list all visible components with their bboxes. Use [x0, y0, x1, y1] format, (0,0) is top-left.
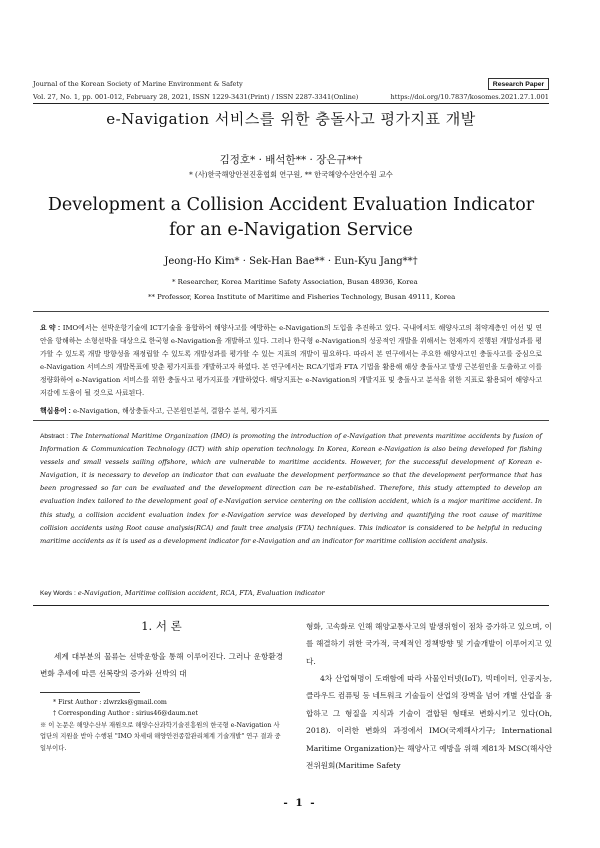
korean-title: e-Navigation 서비스를 위한 충돌사고 평가지표 개발	[106, 110, 476, 128]
header-rule	[33, 103, 549, 104]
english-title-line2: for an e-Navigation Service	[169, 220, 413, 240]
footnote-first-author: * First Author : zlwrzks@gmail.com	[53, 699, 167, 706]
abstract-divider	[33, 420, 549, 421]
english-title	[33, 193, 549, 243]
korean-affiliation: * (사)한국해양안전진흥협회 연구원, ** 한국해양수산연수원 교수	[189, 170, 393, 179]
right-paragraph-1: 형화, 고속화로 인해 해양교통사고의 발생위험이 점차 증가하고 있으며, 이를 해결하기 위한 국가적, 국제적인 정책방향 및 기술개발이 이루어지고 있다.	[306, 622, 552, 666]
footnote-corresponding-author: † Corresponding Author : sirius46@daum.net	[53, 710, 198, 718]
left-column	[40, 618, 283, 683]
doi-link[interactable]: https://doi.org/10.7837/kosomes.2021.27.1.001	[390, 93, 549, 101]
right-paragraph-2: 4차 산업혁명이 도래함에 따라 사물인터넷(IoT), 빅데이터, 인공지능, 클라우드 컴퓨팅 등 네트워크 기술들이 산업의 장벽을 넘어 개별 산업을 융합하고 그 형질을 지식과 기술이 결합된 형태로 변화시키고 있다(Oh, 2018). 이러한 변화의 과정에서 IMO(국제해사기구; International Maritime Organization)는 해양사고 예방을 위해 제81차 MSC(해사안전위원회(Maritime Safety	[306, 673, 552, 770]
korean-abstract	[40, 322, 542, 401]
english-authors: Jeong-Ho Kim* · Sek-Han Bae** · Eun-Kyu Jang**†	[164, 256, 418, 267]
korean-keywords	[40, 405, 542, 415]
korean-authors: 김정호* · 배석한** · 장은규**†	[219, 154, 363, 166]
section-heading-introduction: 1. 서 론	[141, 619, 182, 633]
journal-volume-info: Vol. 27, No. 1, pp. 001-012, February 28, 2021, ISSN 1229-3431(Print) / ISSN 2287-3341(Online)	[33, 93, 359, 101]
english-abstract	[40, 430, 542, 548]
english-keywords	[40, 589, 542, 597]
journal-name: Journal of the Korean Society of Marine Environment & Safety	[33, 80, 243, 88]
footnote-rule	[40, 692, 140, 693]
intro-paragraph: 세계 대부분의 물류는 선박운항을 통해 이루어진다. 그러나 운항환경 변화 추세에 따른 선복량의 증가와 선박의 대	[40, 652, 283, 679]
korean-keywords-label: 핵심용어 :	[40, 408, 71, 415]
english-abstract-label: Abstract :	[40, 433, 69, 440]
english-title-line1: Development a Collision Accident Evaluation Indicator	[47, 195, 535, 215]
footnote-funding: ※ 이 논문은 해양수산부 재원으로 해양수산과학기술진흥원의 한국형 e-Navigation 사업단의 지원을 받아 수행된 "IMO 차세대 해양안전종합관리체계 기술개발" 연구 결과 중 일부이다.	[40, 721, 281, 752]
research-paper-badge: Research Paper	[488, 78, 549, 90]
abstract-top-rule	[33, 311, 549, 312]
english-affiliation-2: ** Professor, Korea Institute of Maritime and Fisheries Technology, Busan 49111, Korea	[148, 293, 456, 301]
korean-abstract-label: 요 약 :	[40, 325, 61, 332]
page-number: - 1 -	[283, 797, 317, 809]
korean-abstract-text: IMO에서는 선박운항기술에 ICT기술을 융합하여 해양사고를 예방하는 e-Navigation의 도입을 추진하고 있다. 국내에서도 해양사고의 취약계층인 어선 및 연안을 항해하는 소형선박을 대상으로 한국형 e-Navigation을 개발하고 있다. 그러나 한국형 e-Navigation의 성공적인 개발을 위해서는 현재까지 진행된 개발성과를 평가할 수 있도록 개발 방향성을 재정립할 수 있도록 개발성과를 평가할 수 있는 지표의 개발이 필요하다. 따라서 본 연구에서는 주요한 해양사고인 충돌사고를 중심으로 e-Navigation 서비스의 개발목표에 맞춘 평가지표를 개발하고자 하였다. 본 연구에서는 RCA기법과 FTA 기법을 활용해 해상 충돌사고 발생 근본원인을 도출하고 이를 정량화하여 e-Navigation 서비스를 위한 충돌사고 평가지표를 개발하였다. 해당지표는 e-Navigation의 개발지표 및 충돌사고 분석을 위한 지표로 활용되어 해양사고 저감에 도움이 될 것으로 사료된다.	[40, 324, 543, 398]
english-abstract-text: The International Maritime Organization (IMO) is promoting the introduction of e-Navigation that prevents maritime accidents by fusion of Information & Communication Technology (ICT) with ship operation technology. In Korea, Korean e-Navigation is also being developed for fishing vessels and small vessels sailing offshore, which are vulnerable to maritime accidents. However, for the successful development of Korean e-Navigation, it is necessary to develop an indicator that can evaluate the development performance so that the development performance that has been progressed so far can be evaluated and the development direction can be re-established. Therefore, this study attempted to develop an evaluation index tailored to the development goal of e-Navigation service centering on the collision accident, which is a major maritime accident. In this study, a collision accident evaluation index for e-Navigation service was developed by deriving and quantifying the root cause of maritime collision accidents using Root cause analysis(RCA) and fault tree analysis (FTA) techniques. This indicator is considered to be helpful in reducing maritime accidents as it is used as a development indicator for e-Navigation and an indicator for maritime collision accident analysis.	[40, 432, 542, 545]
right-column	[306, 618, 552, 774]
korean-keywords-text: e-Navigation, 해상충돌사고, 근본원인분석, 결함수 분석, 평가지표	[73, 407, 278, 415]
english-keywords-label: Key Words :	[40, 590, 76, 597]
english-keywords-text: e-Navigation, Maritime collision accident, RCA, FTA, Evaluation indicator	[77, 589, 325, 597]
english-affiliation-1: * Researcher, Korea Maritime Safety Association, Busan 48936, Korea	[172, 278, 418, 286]
footnotes	[40, 697, 283, 754]
abstract-bottom-rule	[33, 605, 549, 606]
